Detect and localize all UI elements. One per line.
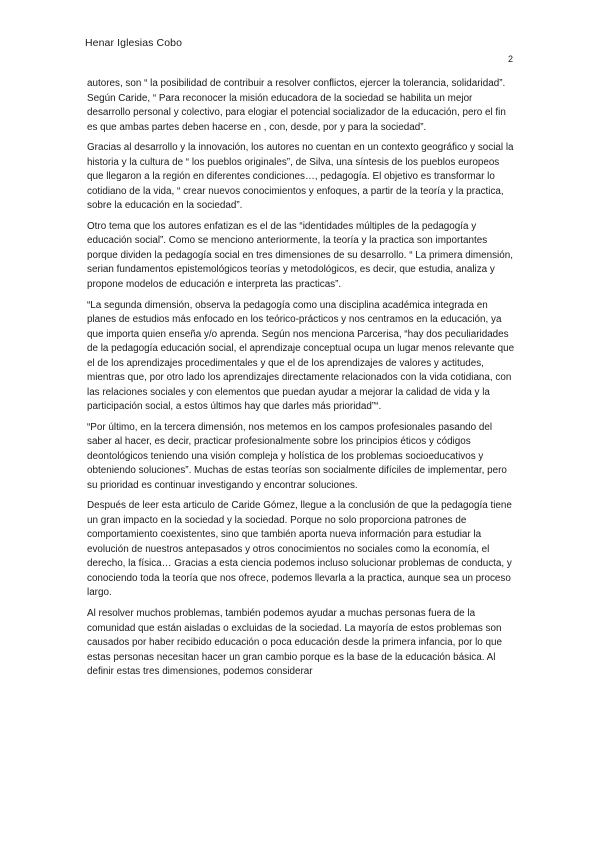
- header-author: Henar Iglesias Cobo: [85, 37, 183, 49]
- page-number: 2: [508, 54, 514, 64]
- paragraph: Gracias al desarrollo y la innovación, los autores no cuentan en un contexto geográfico y social la historia y la cultura de “ los pueblos originales”, de Silva, una síntesis de los pueblos europeos que llegaron a la región en diferentes condiciones…, pedagogía. El objetivo es transformar lo cotidiano de la vida, “ crear nuevos conocimientos y enfoques, a partir de la teoría y la practica, sobre la educación en la sociedad”.: [87, 142, 514, 212]
- paragraph: Al resolver muchos problemas, también podemos ayudar a muchas personas fuera de la comunidad que están aisladas o excluidas de la sociedad. La mayoría de estos problemas son causados por haber recibido educación o poca educación desde la primera infancia, por lo que estas personas necesitan hacer un gran cambio porque es la base de la educación básica. Al definir estas tres dimensiones, podemos considerar: [87, 608, 503, 678]
- paragraph: “La segunda dimensión, observa la pedagogía como una disciplina académica integrada en planes de estudios más enfocado en los teórico-prácticos y nos centramos en la educación, ya que importa quien enseña y/o aprenda. Según nos menciona Parcerisa, “hay dos peculiaridades de la pedagogía educación social, el aprendizaje conceptual ocupa un lugar menos relevante que el de los aprendizajes procedimentales y que el de los aprendizajes de valores y actitudes, mientras que, por otro lado los aprendizajes directamente relacionados con la vida cotidiana, con las relaciones sociales y con elementos que puedan ayudar a mejorar la calidad de vida y la participación social, a estos últimos hay que darles más prioridad”“.: [87, 299, 515, 413]
- document-body: [87, 77, 515, 686]
- paragraph: Después de leer esta articulo de Caride Gómez, llegue a la conclusión de que la pedagogía tiene un gran impacto en la sociedad y la sociedad. Porque no solo proporciona patrones de comportamiento coexistentes, sino que también aporta nueva información para estudiar la evolución de nuestros antepasados y otros conocimientos no sociales como la economía, el derecho, la física… Gracias a esta ciencia podemos incluso solucionar problemas de conducta, y conociendo toda la teoría que nos ofrece, podemos llevarla a la practica, aunque sea un proceso largo.: [87, 500, 512, 599]
- paragraph: autores, son “ la posibilidad de contribuir a resolver conflictos, ejercer la tolerancia, solidaridad”. Según Caride, “ Para reconocer la misión educadora de la sociedad se habilita un mejor desarrollo personal y colectivo, para elogiar el potencial socializador de la educación, pero el fin es que ambas partes deben hacerse en , con, desde, por y para la sociedad”.: [87, 78, 506, 133]
- paragraph: Otro tema que los autores enfatizan es el de las “identidades múltiples de la pedagogía y educación social”. Como se menciono anteriormente, la teoría y la practica son importantes porque dividen la pedagogía social en tres dimensiones de su desarrollo. “ La primera dimensión, serian fundamentos epistemológicos teorías y metodológicos, es decir, que estudia, analiza y propone modelos de educación e interpreta las practicas”.: [87, 220, 513, 290]
- paragraph: “Por último, en la tercera dimensión, nos metemos en los campos profesionales pasando del saber al hacer, es decir, practicar profesionalmente sobre los principios éticos y códigos deontológicos teniendo una visión compleja y holística de los problemas socioeducativos y obteniendo soluciones”. Muchas de estas teorías son socialmente difíciles de implementar, pero su prioridad es continuar investigando y encontrar soluciones.: [87, 421, 507, 491]
